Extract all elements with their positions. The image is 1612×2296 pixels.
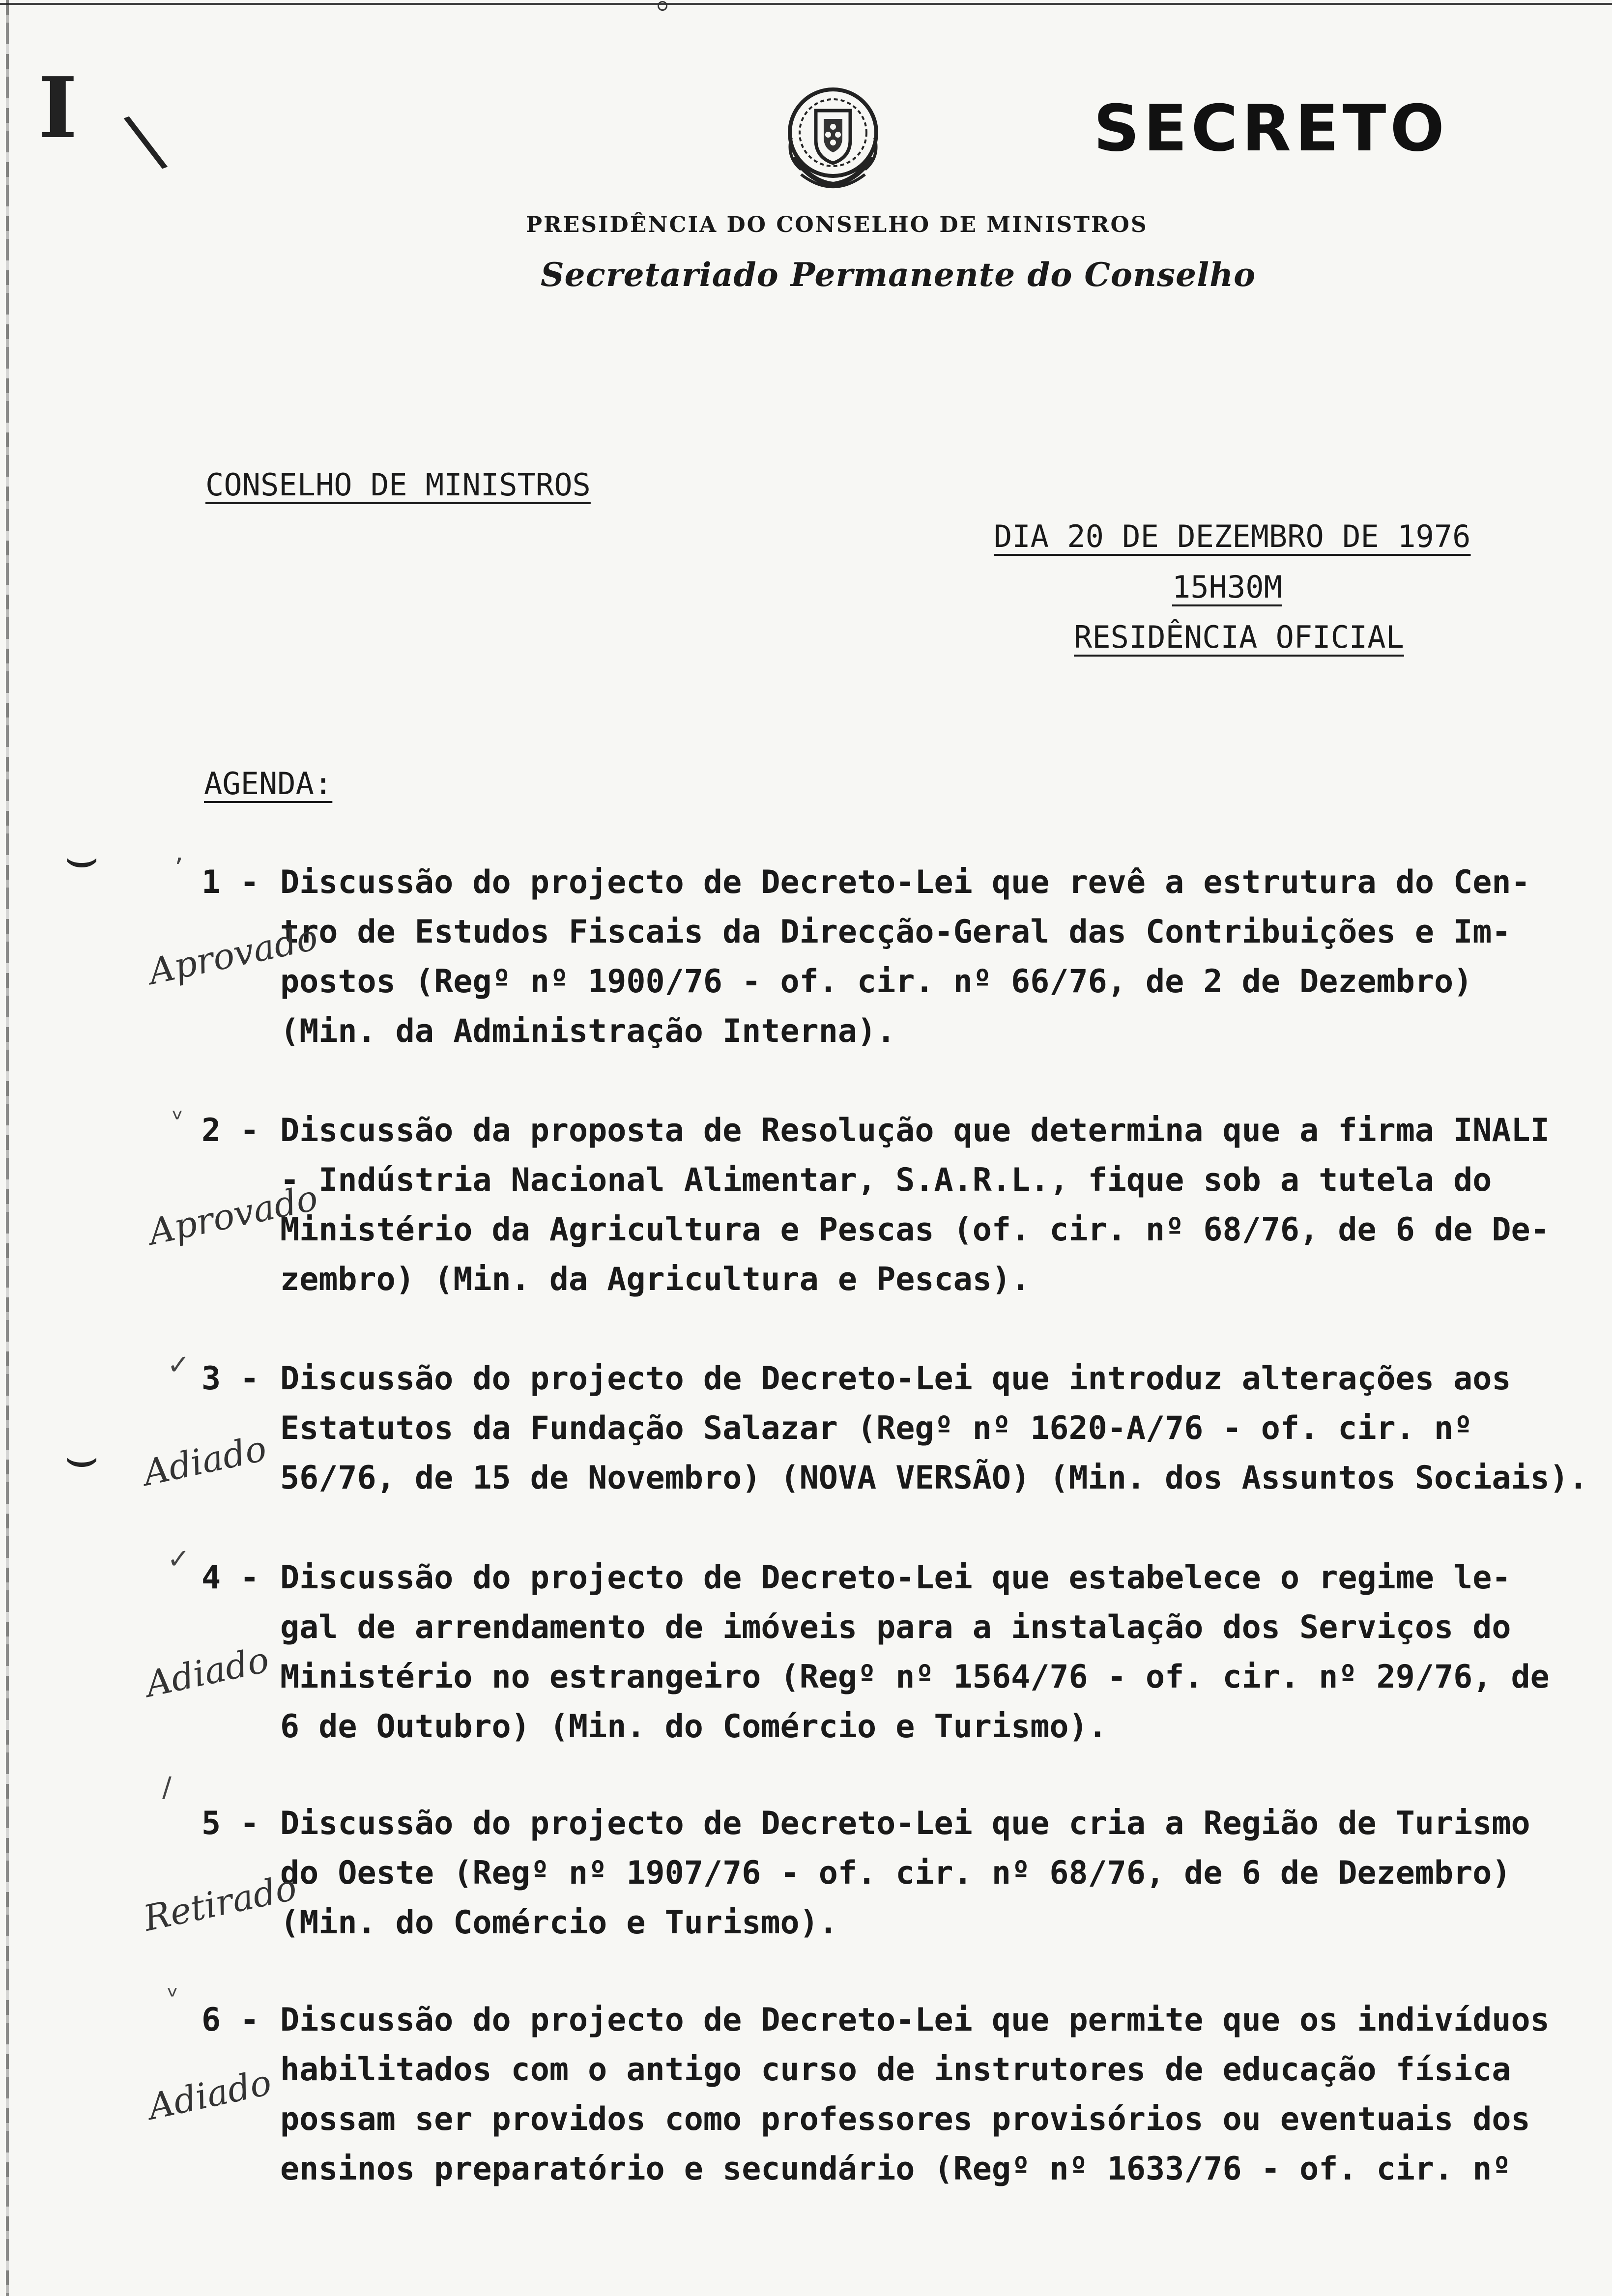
scanned-page-edge: [6, 0, 9, 2296]
check-mark-icon: ᵛ: [167, 1980, 179, 2012]
check-mark-icon: ʼ: [174, 853, 183, 885]
item-text: Discussão do projecto de Decreto-Lei que permite que os indivíduos habilitados com o antigo curso de instrutores de educação física possam ser providos como professores provisórios ou eventuais dos ensinos preparatório e secundário (Regº nº 1633/76 - of. cir. nº: [280, 2002, 1550, 2187]
item-text: Discussão do projecto de Decreto-Lei que revê a estrutura do Cen- tro de Estudos Fiscais da Direcção-Geral das Contribuições e Im- postos (Regº nº 1900/76 - of. cir. nº 66/76, de 2 de Dezembro) (Min. da Administração Interna).: [280, 864, 1530, 1050]
check-mark-icon: ✓: [167, 1543, 190, 1575]
item-number: 4 -: [202, 1559, 259, 1596]
item-number: 3 -: [202, 1360, 259, 1397]
margin-note-item-6: Adiado: [144, 2061, 275, 2128]
punch-hole: [658, 1, 667, 11]
agenda-title: AGENDA:: [204, 766, 333, 802]
check-mark-icon: /: [162, 1772, 172, 1804]
margin-note-item-3: Adiado: [140, 1427, 270, 1494]
check-mark-icon: ✓: [167, 1349, 190, 1381]
item-number: 6 -: [202, 2002, 259, 2038]
margin-bracket-mark: ⌣: [64, 1425, 100, 1488]
margin-note-item-5: Retirado: [140, 1866, 300, 1939]
meeting-body: CONSELHO DE MINISTROS: [205, 467, 591, 503]
handwritten-slash-mark: \: [118, 96, 172, 186]
margin-note-item-4: Adiado: [142, 1638, 273, 1705]
meeting-time: 15H30M: [1172, 569, 1282, 605]
coat-of-arms-icon: [781, 84, 885, 197]
item-number: 2 -: [202, 1112, 259, 1149]
meeting-place: RESIDÊNCIA OFICIAL: [1074, 619, 1404, 655]
item-text: Discussão da proposta de Resolução que determina que a firma INALI - Indústria Nacional Alimentar, S.A.R.L., fique sob a tutela do Ministério da Agricultura e Pescas (of. cir. nº 68/76, de 6 de De- zembro) (Min. da Agricultura e Pescas).: [280, 1112, 1550, 1298]
meeting-date: DIA 20 DE DEZEMBRO DE 1976: [994, 518, 1471, 554]
margin-note-item-2: Aprovado: [145, 1177, 321, 1253]
check-mark-icon: ᵛ: [172, 1103, 184, 1135]
item-text: Discussão do projecto de Decreto-Lei que cria a Região de Turismo do Oeste (Regº nº 1907/76 - of. cir. nº 68/76, de 6 de Dezembro) (Min. do Comércio e Turismo).: [280, 1805, 1530, 1941]
secretariat-name: Secretariado Permanente do Conselho: [541, 256, 1256, 294]
classification-stamp: SECRETO: [1094, 91, 1448, 166]
margin-bracket-mark: ⌣: [64, 826, 100, 889]
margin-note-item-1: Aprovado: [145, 916, 321, 993]
item-number: 1 -: [202, 864, 259, 901]
item-text: Discussão do projecto de Decreto-Lei que estabelece o regime le- gal de arrendamento de imóveis para a instalação dos Serviços do Ministério no estrangeiro (Regº nº 1564/76 - of. cir. nº 29/76, de 6 de Outubro) (Min. do Comércio e Turismo).: [280, 1559, 1550, 1745]
item-number: 5 -: [202, 1805, 259, 1842]
top-rule: [0, 3, 1612, 5]
handwritten-mark: I: [38, 59, 78, 157]
issuing-office: PRESIDÊNCIA DO CONSELHO DE MINISTROS: [526, 212, 1148, 237]
item-text: Discussão do projecto de Decreto-Lei que introduz alterações aos Estatutos da Fundação Salazar (Regº nº 1620-A/76 - of. cir. nº 56/76, de 15 de Novembro) (NOVA VERSÃO) (Min. dos Assuntos Sociais).: [280, 1360, 1588, 1496]
